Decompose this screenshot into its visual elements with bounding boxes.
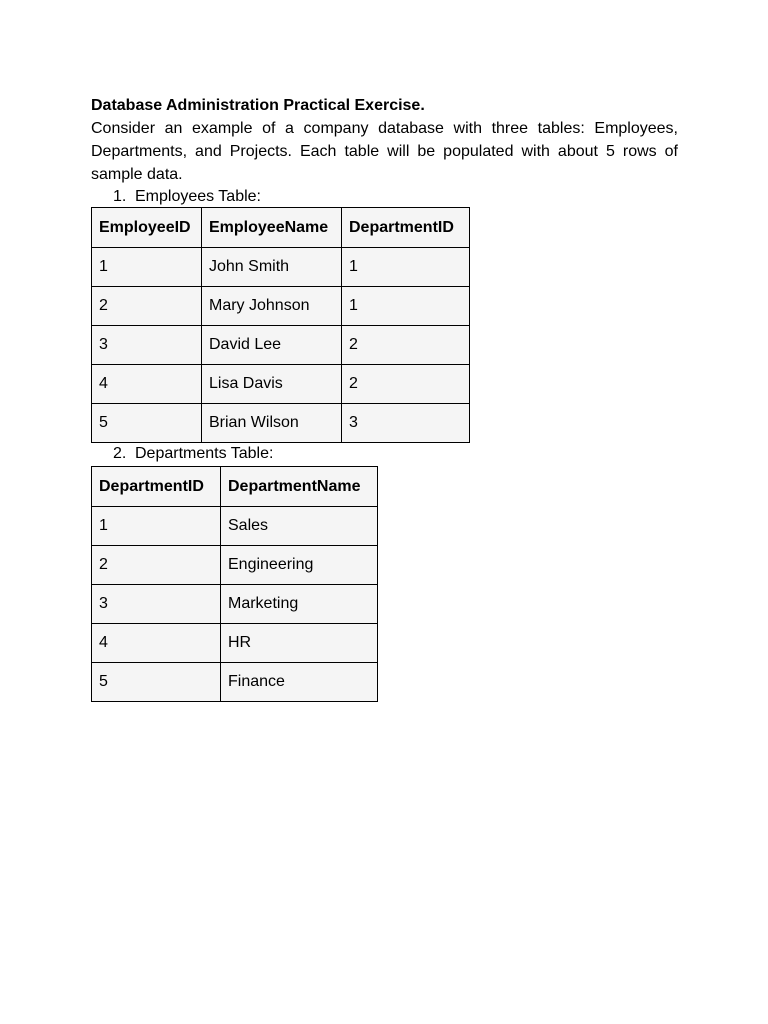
departments-table	[91, 466, 378, 702]
column-header-department-id: DepartmentID	[342, 208, 470, 248]
table-row	[92, 287, 470, 326]
column-header-department-id: DepartmentID	[92, 467, 221, 507]
document-title: Database Administration Practical Exercise.	[91, 97, 425, 114]
employees-heading-number: 1.	[113, 188, 127, 205]
table-cell: 5	[92, 404, 202, 443]
table-cell: 3	[92, 326, 202, 365]
departments-heading-text: Departments Table:	[135, 445, 274, 462]
table-cell: 2	[342, 326, 470, 365]
table-row	[92, 326, 470, 365]
column-header-department-name: DepartmentName	[221, 467, 378, 507]
table-cell: 1	[342, 248, 470, 287]
table-row	[92, 546, 378, 585]
employees-heading	[91, 186, 678, 207]
document-page	[91, 94, 678, 702]
departments-heading	[91, 443, 678, 464]
table-cell: John Smith	[202, 248, 342, 287]
table-cell: 1	[92, 507, 221, 546]
table-cell: 2	[92, 546, 221, 585]
table-cell: 4	[92, 365, 202, 404]
table-row	[92, 663, 378, 702]
column-header-employee-name: EmployeeName	[202, 208, 342, 248]
column-header-employee-id: EmployeeID	[92, 208, 202, 248]
table-cell: Sales	[221, 507, 378, 546]
table-cell: 3	[342, 404, 470, 443]
table-cell: Mary Johnson	[202, 287, 342, 326]
table-header-row	[92, 467, 378, 507]
table-cell: 2	[92, 287, 202, 326]
table-row	[92, 624, 378, 663]
table-header-row	[92, 208, 470, 248]
table-cell: 2	[342, 365, 470, 404]
table-row	[92, 507, 378, 546]
table-row	[92, 404, 470, 443]
employees-table	[91, 207, 470, 443]
table-cell: HR	[221, 624, 378, 663]
table-cell: 4	[92, 624, 221, 663]
table-row	[92, 248, 470, 287]
table-cell: 3	[92, 585, 221, 624]
table-cell: 1	[342, 287, 470, 326]
table-cell: Marketing	[221, 585, 378, 624]
intro-paragraph: Consider an example of a company database with three tables: Employees, Departments, and Projects. Each table will be populated with about 5 rows of sample data.	[91, 120, 678, 183]
table-cell: David Lee	[202, 326, 342, 365]
table-cell: Finance	[221, 663, 378, 702]
table-cell: Lisa Davis	[202, 365, 342, 404]
table-row	[92, 365, 470, 404]
table-cell: 5	[92, 663, 221, 702]
table-cell: 1	[92, 248, 202, 287]
employees-heading-text: Employees Table:	[135, 188, 261, 205]
table-row	[92, 585, 378, 624]
table-cell: Engineering	[221, 546, 378, 585]
departments-heading-number: 2.	[113, 445, 127, 462]
table-cell: Brian Wilson	[202, 404, 342, 443]
